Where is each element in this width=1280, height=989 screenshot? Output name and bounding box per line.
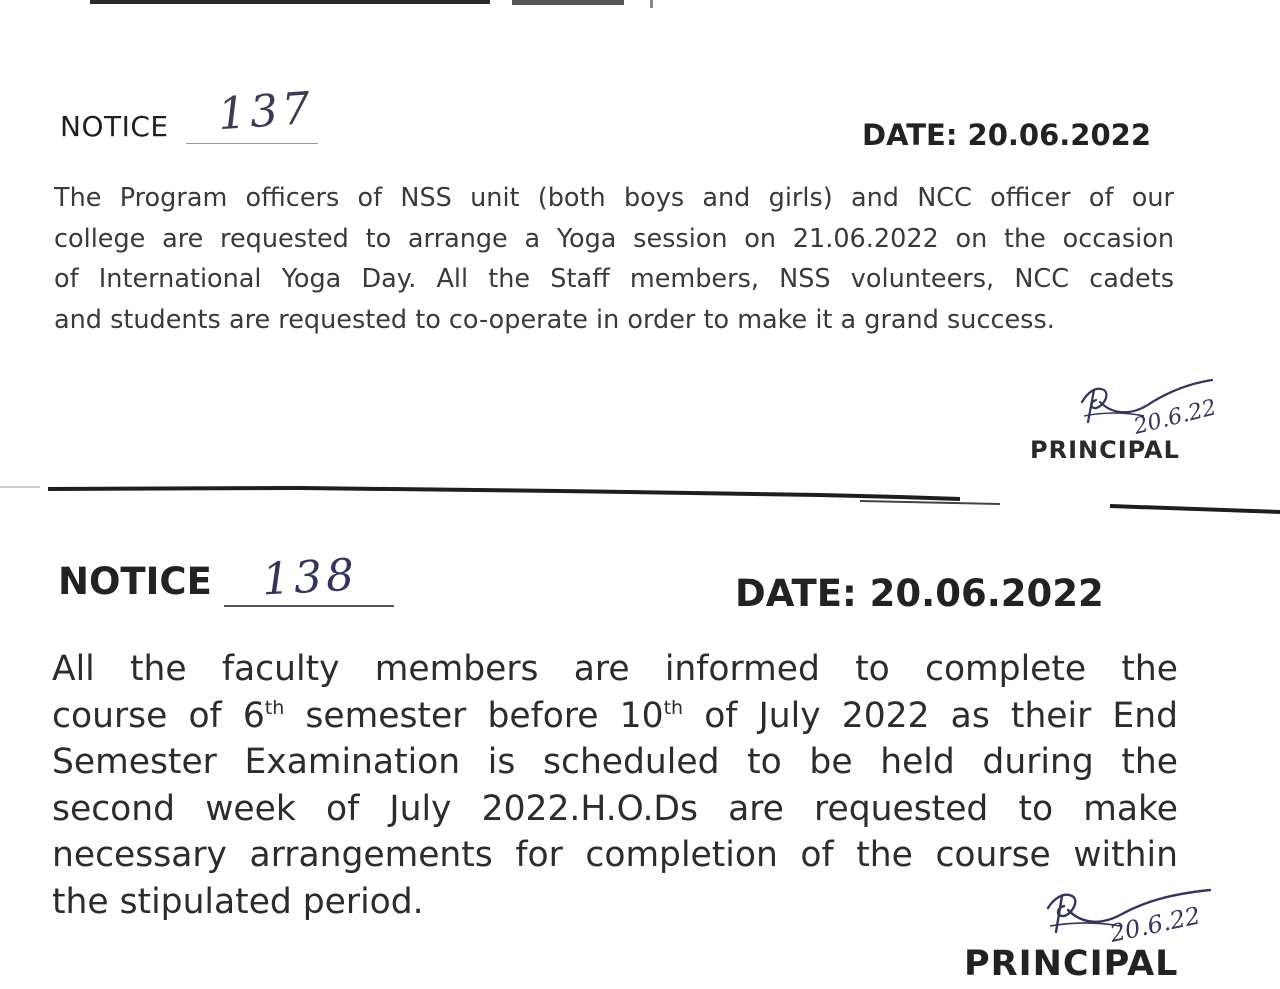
- body-line: and students are requested to co-operate in order to make it a grand success.: [54, 304, 1055, 335]
- notice-date: DATE: 20.06.2022: [735, 572, 1104, 615]
- notice-body: [54, 178, 1174, 340]
- signature-date: 20.6.22: [1131, 395, 1219, 440]
- body-line: Semester Examination is scheduled to be held during the: [52, 742, 1178, 782]
- body-line: second week of July 2022.H.O.Ds are requested to make: [52, 788, 1178, 829]
- notice-label: NOTICE: [58, 560, 212, 603]
- body-line: course of 6th semester before 10th of July 2022 as their End: [52, 695, 1178, 736]
- scan-edge-mark: [512, 0, 624, 5]
- principal-signature: [1040, 880, 1250, 950]
- section-divider: [0, 480, 1280, 520]
- body-line: The Program officers of NSS unit (both boys and girls) and NCC officer of our: [54, 183, 1174, 213]
- notice-date: DATE: 20.06.2022: [862, 118, 1152, 152]
- principal-signature: [1074, 372, 1234, 442]
- body-line: necessary arrangements for completion of the course within: [52, 835, 1178, 875]
- scan-edge-mark: [90, 0, 490, 4]
- body-line: All the faculty members are informed to complete the: [52, 649, 1178, 689]
- body-line: the stipulated period.: [52, 881, 424, 922]
- notice-label: NOTICE: [60, 110, 169, 143]
- signatory-title: PRINCIPAL: [964, 944, 1179, 984]
- scan-edge-mark: [650, 0, 653, 8]
- body-line: of International Yoga Day. All the Staff members, NSS volunteers, NCC cadets: [54, 264, 1174, 294]
- handwritten-notice-number: 138: [260, 549, 360, 606]
- notice-number-underline: [186, 143, 318, 144]
- handwritten-notice-number: 137: [216, 82, 316, 141]
- notice-body: [52, 646, 1178, 925]
- body-line: college are requested to arrange a Yoga session on 21.06.2022 on the occasion: [54, 223, 1174, 254]
- signatory-title: PRINCIPAL: [1030, 436, 1180, 464]
- notice-number-underline: [224, 605, 394, 607]
- signature-date: 20.6.22: [1107, 901, 1203, 948]
